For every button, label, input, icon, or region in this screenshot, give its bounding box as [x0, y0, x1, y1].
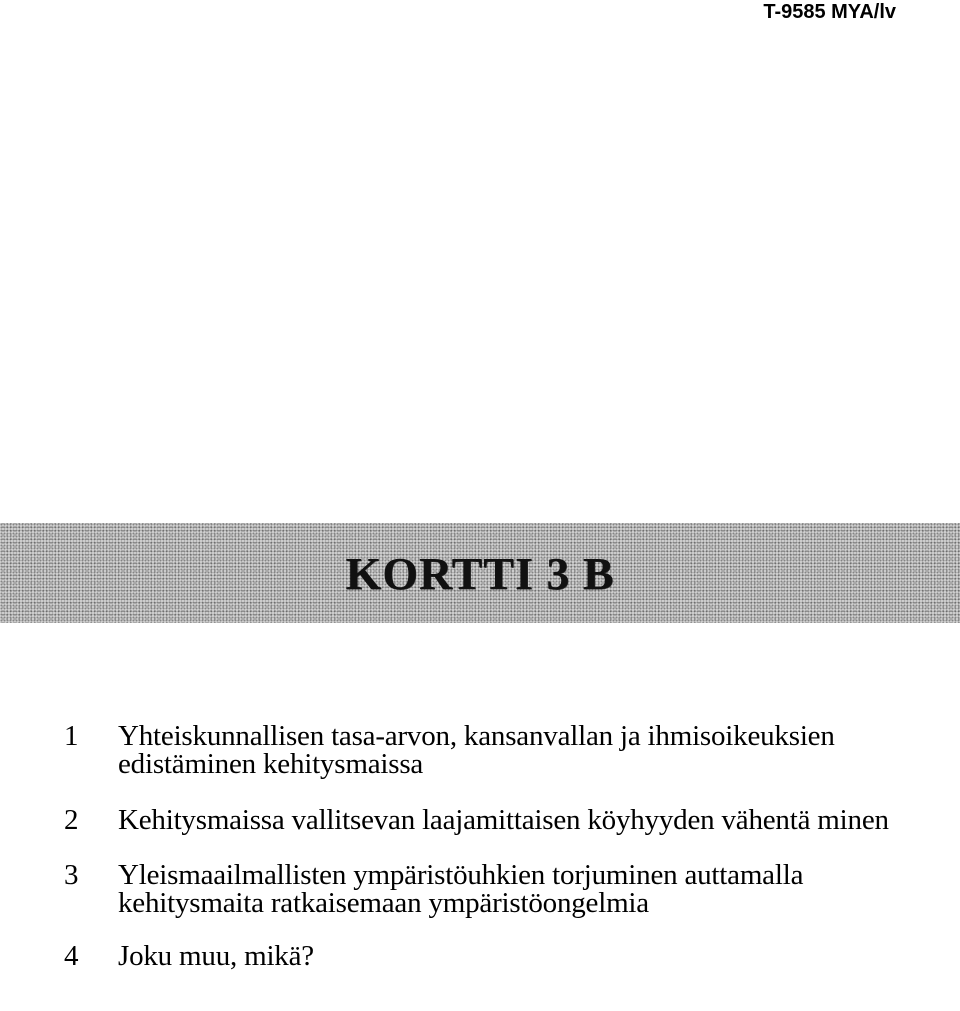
card-title-text: KORTTI 3 B [345, 547, 615, 599]
option-text: Kehitysmaissa vallitsevan laajamittaisen köyhyyden vähentä minen [118, 804, 889, 836]
option-text: Yhteiskunnallisen tasa-arvon, kansanvallan ja ihmisoikeuksien edistäminen kehitysmaissa [118, 720, 835, 780]
option-number: 3 [64, 859, 79, 891]
option-number: 2 [64, 804, 79, 836]
option-number: 4 [64, 940, 79, 972]
document-code: T-9585 MYA/lv [763, 1, 896, 23]
list-item [64, 806, 944, 834]
option-text: Yleismaailmallisten ympäristöuhkien torjuminen auttamalla kehitysmaita ratkaisemaan ympäristöongelmia [118, 859, 804, 919]
option-text: Joku muu, mikä? [118, 940, 314, 972]
list-item [64, 861, 944, 917]
card-title [0, 523, 960, 623]
option-number: 1 [64, 720, 79, 752]
options-list [64, 722, 944, 970]
list-item [64, 722, 944, 778]
list-item [64, 942, 944, 970]
